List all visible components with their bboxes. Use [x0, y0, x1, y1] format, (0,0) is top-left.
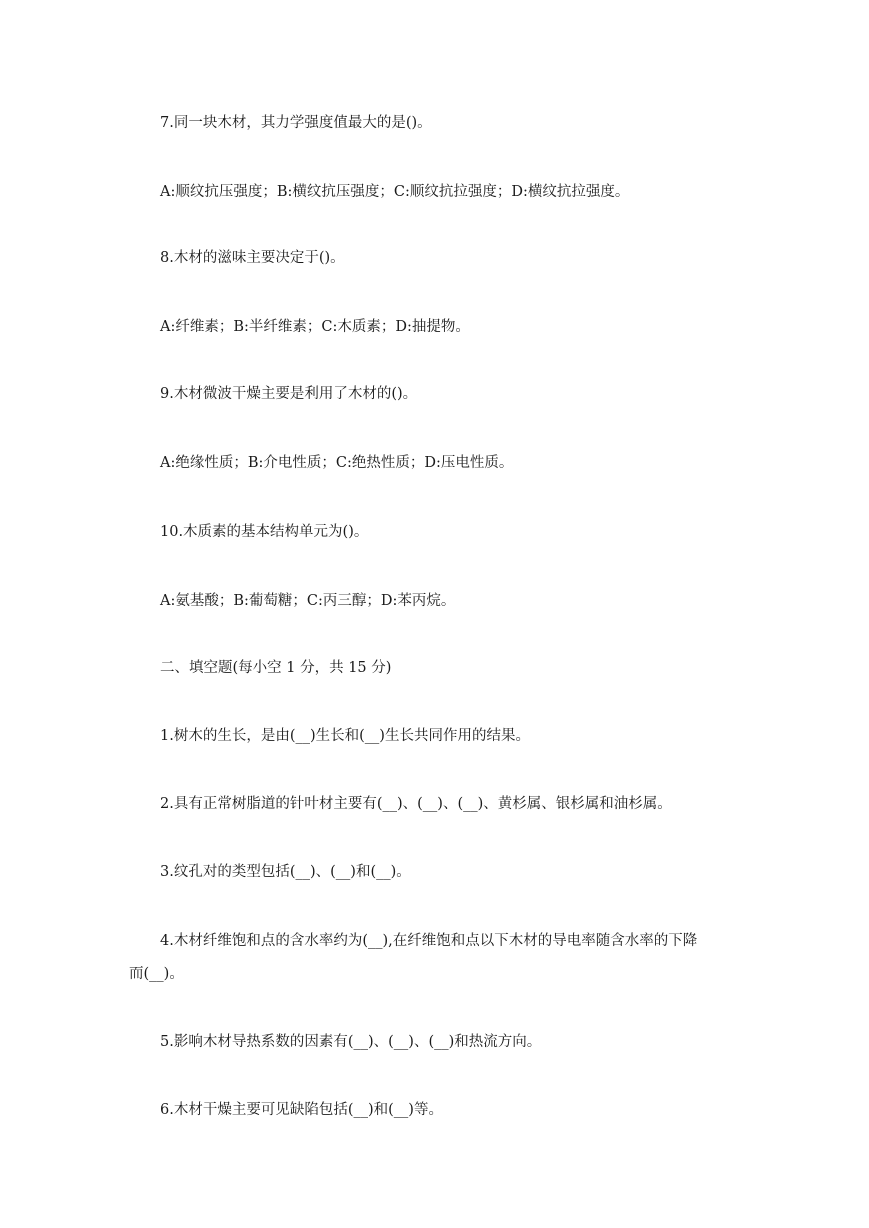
fill-blank-1: 1.树木的生长，是由(__)生长和(__)生长共同作用的结果。 [160, 728, 530, 744]
question-9-stem: 9.木材微波干燥主要是利用了木材的()。 [160, 386, 418, 402]
question-7-options: A:顺纹抗压强度；B:横纹抗压强度；C:顺纹抗拉强度；D:横纹抗拉强度。 [160, 184, 630, 200]
fill-blank-4-line2: 而(__)。 [129, 966, 184, 982]
question-10-options: A:氨基酸；B:葡萄糖；C:丙三醇；D:苯丙烷。 [160, 593, 456, 609]
fill-blank-4-line1: 4.木材纤维饱和点的含水率约为(__),在纤维饱和点以下木材的导电率随含水率的下降 [160, 933, 698, 949]
fill-blank-3: 3.纹孔对的类型包括(__)、(__)和(__)。 [160, 864, 411, 880]
question-8-options: A:纤维素；B:半纤维素；C:木质素；D:抽提物。 [160, 319, 470, 335]
question-8-stem: 8.木材的滋味主要决定于()。 [160, 250, 345, 266]
fill-blank-5: 5.影响木材导热系数的因素有(__)、(__)、(__)和热流方向。 [160, 1034, 542, 1050]
question-7-stem: 7.同一块木材，其力学强度值最大的是()。 [160, 115, 432, 131]
section-title: 二、填空题(每小空 1 分，共 15 分) [160, 660, 392, 676]
question-10-stem: 10.木质素的基本结构单元为()。 [160, 524, 369, 540]
fill-blank-2: 2.具有正常树脂道的针叶材主要有(__)、(__)、(__)、黄杉属、银杉属和油杉属。 [160, 796, 672, 812]
question-9-options: A:绝缘性质；B:介电性质；C:绝热性质；D:压电性质。 [160, 455, 514, 471]
fill-blank-6: 6.木材干燥主要可见缺陷包括(__)和(__)等。 [160, 1102, 443, 1118]
